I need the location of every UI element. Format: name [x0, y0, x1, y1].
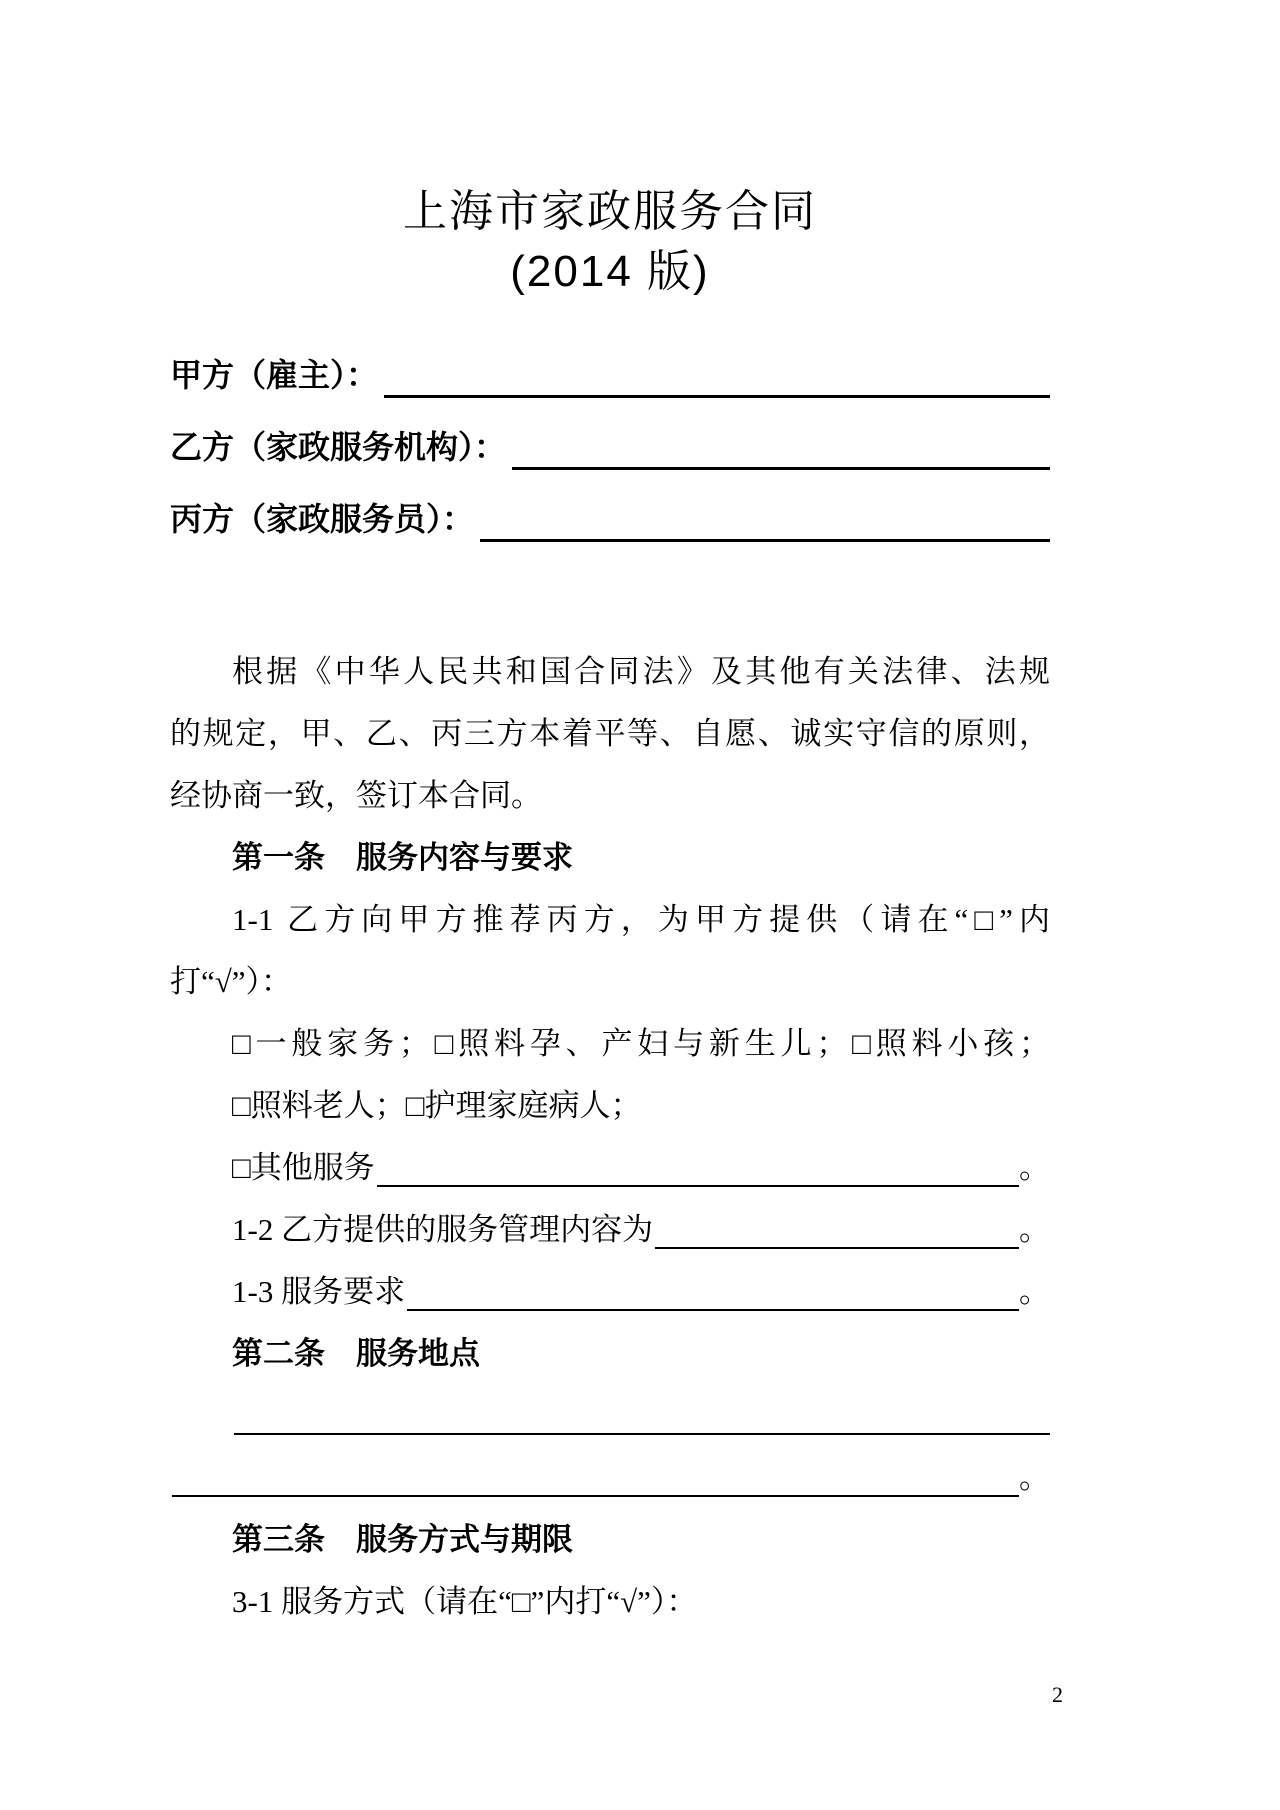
- checkbox-patient-care-icon[interactable]: □: [405, 1088, 425, 1123]
- clause-1-2-period: 。: [1019, 1212, 1050, 1247]
- preamble-line-2: 的规定，甲、乙、丙三方本着平等、自愿、诚实守信的原则，: [170, 716, 1050, 751]
- service-location-row-2: [170, 1447, 1050, 1509]
- option-label-child-care: 照料小孩；: [875, 1026, 1050, 1061]
- option-label-other-service: 其他服务: [250, 1150, 375, 1185]
- preamble-line-1: 根据《中华人民共和国合同法》及其他有关法律、法规: [232, 654, 1050, 689]
- service-requirements-input-line[interactable]: [405, 1261, 1019, 1323]
- other-service-period: 。: [1019, 1150, 1050, 1185]
- clause-1-1-line-1: 1-1 乙方向甲方推荐丙方，为甲方提供（请在“□”内: [232, 902, 1050, 937]
- service-options-row-2: [170, 1075, 1050, 1137]
- service-location-input-line-1[interactable]: [232, 1385, 1050, 1447]
- option-label-general-housework: 一般家务；: [255, 1026, 430, 1061]
- party-c-row: [170, 483, 1050, 555]
- party-b-input-line[interactable]: [506, 411, 1050, 483]
- clause-1-2-label: 1-2 乙方提供的服务管理内容为: [232, 1212, 654, 1247]
- indent-spacer: [170, 1385, 232, 1447]
- party-a-row: [170, 339, 1050, 411]
- page-number: 2: [1052, 1682, 1063, 1707]
- option-label-patient-care: 护理家庭病人；: [424, 1088, 642, 1123]
- checkbox-other-service-icon[interactable]: □: [232, 1150, 251, 1185]
- party-b-label: 乙方（家政服务机构）：: [170, 429, 507, 465]
- service-location-row-1: [170, 1385, 1050, 1447]
- option-label-maternity-newborn-care: 照料孕、产妇与新生儿；: [458, 1026, 848, 1061]
- checkbox-general-housework-icon[interactable]: □: [232, 1026, 256, 1061]
- indent-spacer: [170, 1137, 232, 1199]
- party-c-input-line[interactable]: [474, 483, 1050, 555]
- clause-1-2-row: [170, 1199, 1050, 1261]
- article-3-heading: 第三条 服务方式与期限: [232, 1522, 573, 1557]
- clause-1-3-label: 1-3 服务要求: [232, 1274, 406, 1309]
- other-service-input-line[interactable]: [375, 1137, 1019, 1199]
- clause-3-1-row: 3-1 服务方式（请在“□”内打“√”）：: [232, 1584, 698, 1619]
- article-2-heading: 第二条 服务地点: [232, 1336, 480, 1371]
- other-service-row: [170, 1137, 1050, 1199]
- checkbox-elderly-care-icon[interactable]: □: [232, 1088, 251, 1123]
- service-options-row-1: [170, 1013, 1050, 1075]
- contract-body: [170, 641, 1050, 1633]
- article-1-heading: 第一条 服务内容与要求: [232, 840, 573, 875]
- party-c-label: 丙方（家政服务员）：: [170, 501, 475, 537]
- document-title-line1: 上海市家政服务合同: [403, 187, 817, 236]
- indent-spacer: [170, 1199, 232, 1261]
- page-content: [170, 0, 1050, 1633]
- service-location-period: 。: [1019, 1460, 1050, 1495]
- clause-1-3-period: 。: [1019, 1274, 1050, 1309]
- checkbox-maternity-newborn-care-icon[interactable]: □: [429, 1026, 459, 1061]
- party-a-input-line[interactable]: [378, 339, 1050, 411]
- indent-spacer: [170, 1261, 232, 1323]
- option-label-elderly-care: 照料老人；: [250, 1088, 406, 1123]
- service-management-input-line[interactable]: [653, 1199, 1019, 1261]
- service-location-input-line-2[interactable]: [170, 1447, 1019, 1509]
- document-title: [170, 182, 1050, 302]
- party-b-row: [170, 411, 1050, 483]
- document-title-line2: (2014 版): [510, 247, 710, 296]
- parties-block: [170, 339, 1050, 555]
- clause-1-3-row: [170, 1261, 1050, 1323]
- clause-1-1-line-2: 打“√”）：: [170, 964, 293, 999]
- preamble-line-3: 经协商一致，签订本合同。: [170, 778, 542, 813]
- party-a-label: 甲方（雇主）：: [170, 357, 379, 393]
- checkbox-child-care-icon[interactable]: □: [847, 1026, 876, 1061]
